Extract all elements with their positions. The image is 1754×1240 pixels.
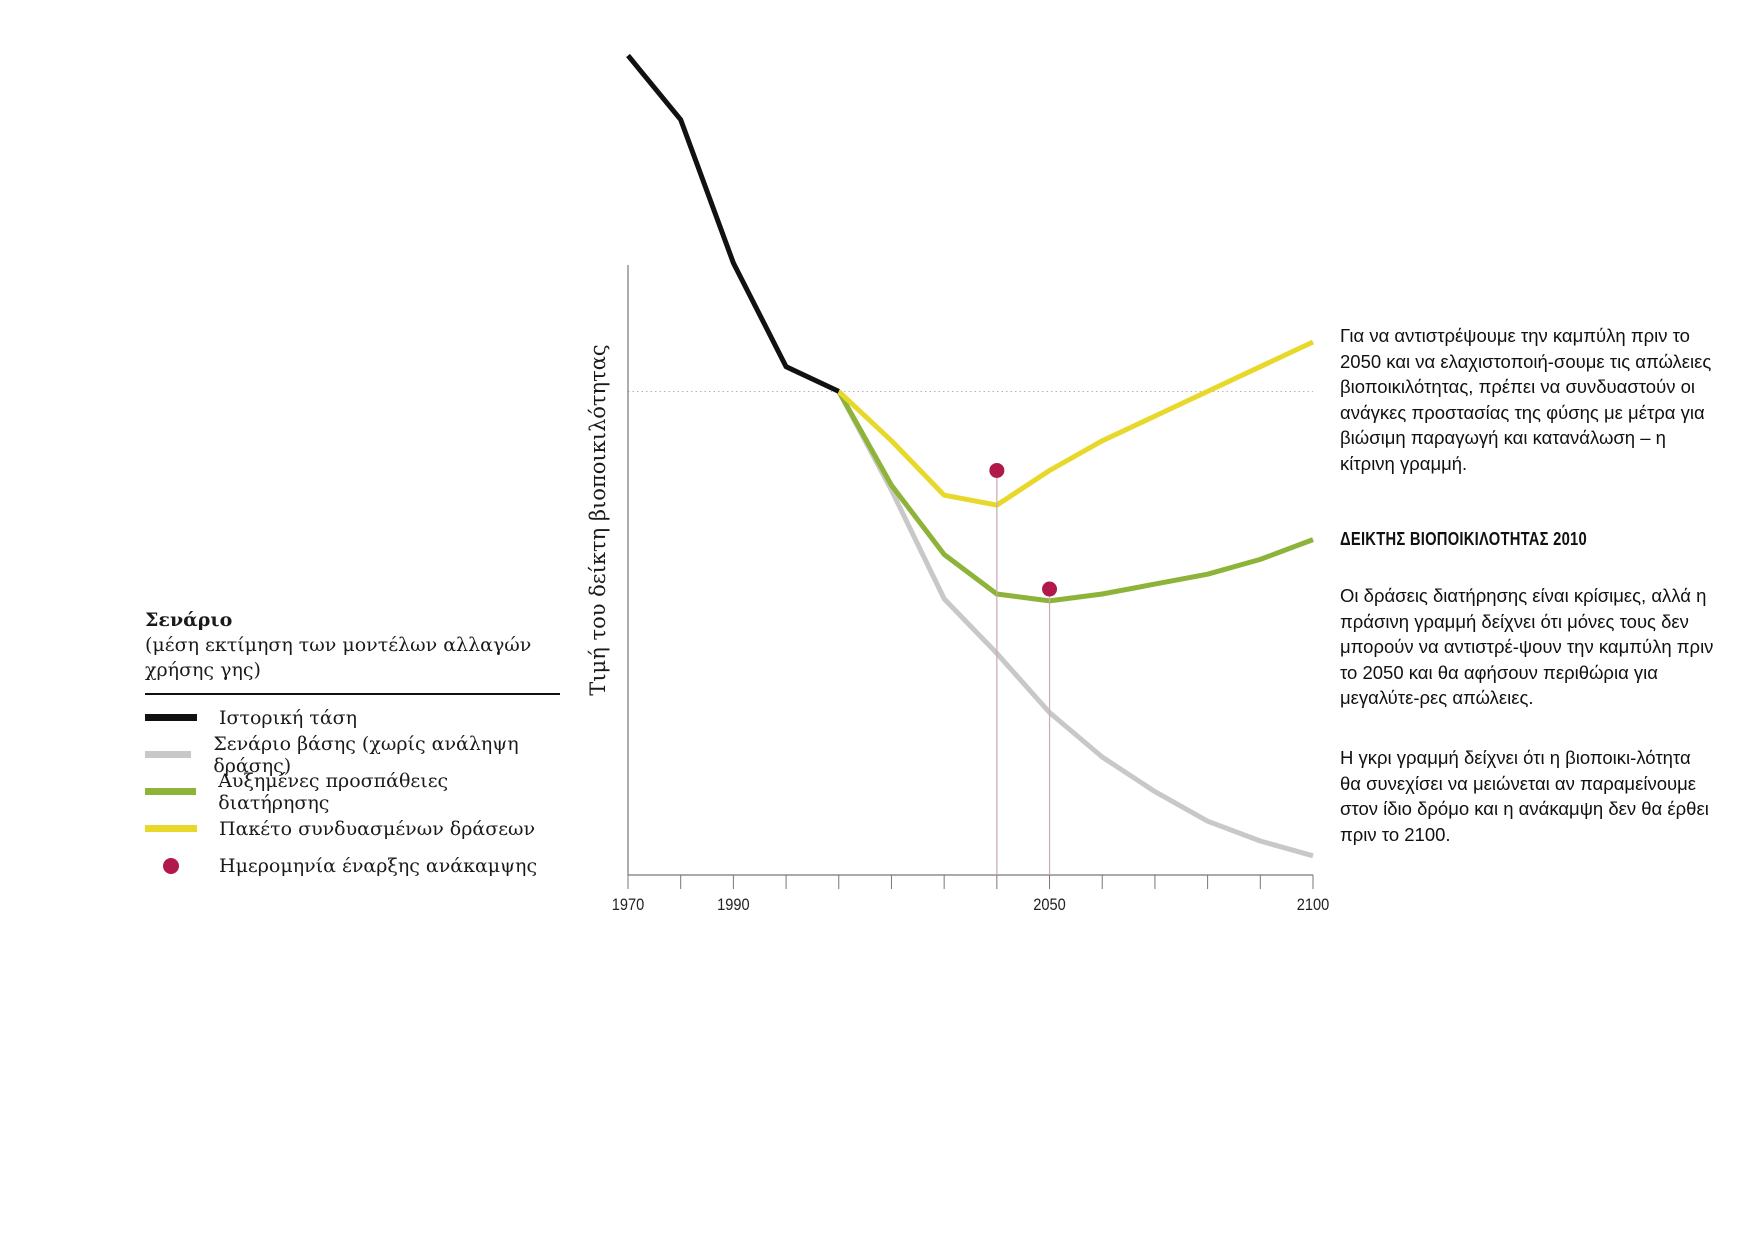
legend-item-conservation — [145, 769, 560, 814]
legend-subtitle: (μέση εκτίμηση των μοντέλων αλλαγών χρήσης γης) — [145, 634, 532, 681]
series-historical-line — [628, 56, 839, 392]
legend-item-historical — [145, 699, 560, 736]
legend-label-recovery: Ημερομηνία έναρξης ανάκαμψης — [219, 854, 538, 877]
legend-swatch-conservation — [145, 788, 196, 795]
reference-line-label: ΔΕΙΚΤΗΣ ΒΙΟΠΟΙΚΙΛΟΤΗΤΑΣ 2010 — [1340, 529, 1587, 549]
x-tick-label-2050: 2050 — [1033, 896, 1066, 915]
y-axis-label: Τιμή του δείκτη βιοποικιλότητας — [586, 344, 610, 696]
legend-item-integrated — [145, 810, 560, 847]
legend — [145, 608, 560, 884]
series-conservation-line — [839, 391, 1313, 601]
recovery-marker-2 — [1042, 582, 1057, 597]
tick-labels — [612, 896, 1330, 914]
x-tick-label-2100: 2100 — [1296, 896, 1330, 915]
x-tick-label-1990: 1990 — [717, 896, 750, 915]
legend-label-integrated: Πακέτο συνδυασμένων δράσεων — [219, 817, 536, 840]
legend-item-recovery — [145, 847, 560, 884]
legend-swatch-recovery — [145, 858, 197, 874]
legend-label-baseline: Σενάριο βάσης (χωρίς ανάληψη δράσης) — [213, 732, 519, 777]
legend-label-historical: Ιστορική τάση — [219, 706, 358, 729]
annotation-gray-line: Η γκρι γραμμή δείχνει ότι η βιοποικι-λότητα θα συνεχίσει να μειώνεται αν παραμείνουμε στον ίδιο δρόμο και η ανάκαμψη δεν θα έρθει πριν το 2100. — [1340, 747, 1709, 845]
marker-layer — [989, 463, 1057, 875]
legend-title: Σενάριο — [145, 609, 233, 631]
x-tick-label-1970: 1970 — [611, 896, 645, 915]
annotation-yellow-line: Για να αντιστρέψουμε την καμπύλη πριν το 2050 και να ελαχιστοποιή-σουμε τις απώλειες βιοποικιλότητας, πρέπει να συνδυαστούν οι ανάγκες προστασίας της φύσης με μέτρα για βιώσιμη παραγωγή και κατανάλωση – η κίτρινη γραμμή. — [1340, 325, 1712, 474]
legend-item-baseline — [145, 732, 560, 777]
legend-label-conservation: Αυξημένες προσπάθειες διατήρησης — [218, 769, 449, 814]
recovery-marker-1 — [989, 463, 1004, 478]
series-integrated-line — [839, 342, 1313, 505]
legend-swatch-integrated — [145, 825, 197, 832]
legend-divider — [145, 693, 560, 695]
annotation-green-line: Οι δράσεις διατήρησης είναι κρίσιμες, αλλά η πράσινη γραμμή δείχνει ότι μόνες τους δεν μπορούν να αντιστρέ-ψουν την καμπύλη πριν το 2050 και θα αφήσουν περιθώρια για μεγαλύτε-ρες απώλειες. — [1340, 585, 1714, 708]
legend-swatch-historical — [145, 714, 197, 721]
series-layer — [628, 56, 1313, 856]
legend-swatch-baseline — [145, 751, 191, 758]
